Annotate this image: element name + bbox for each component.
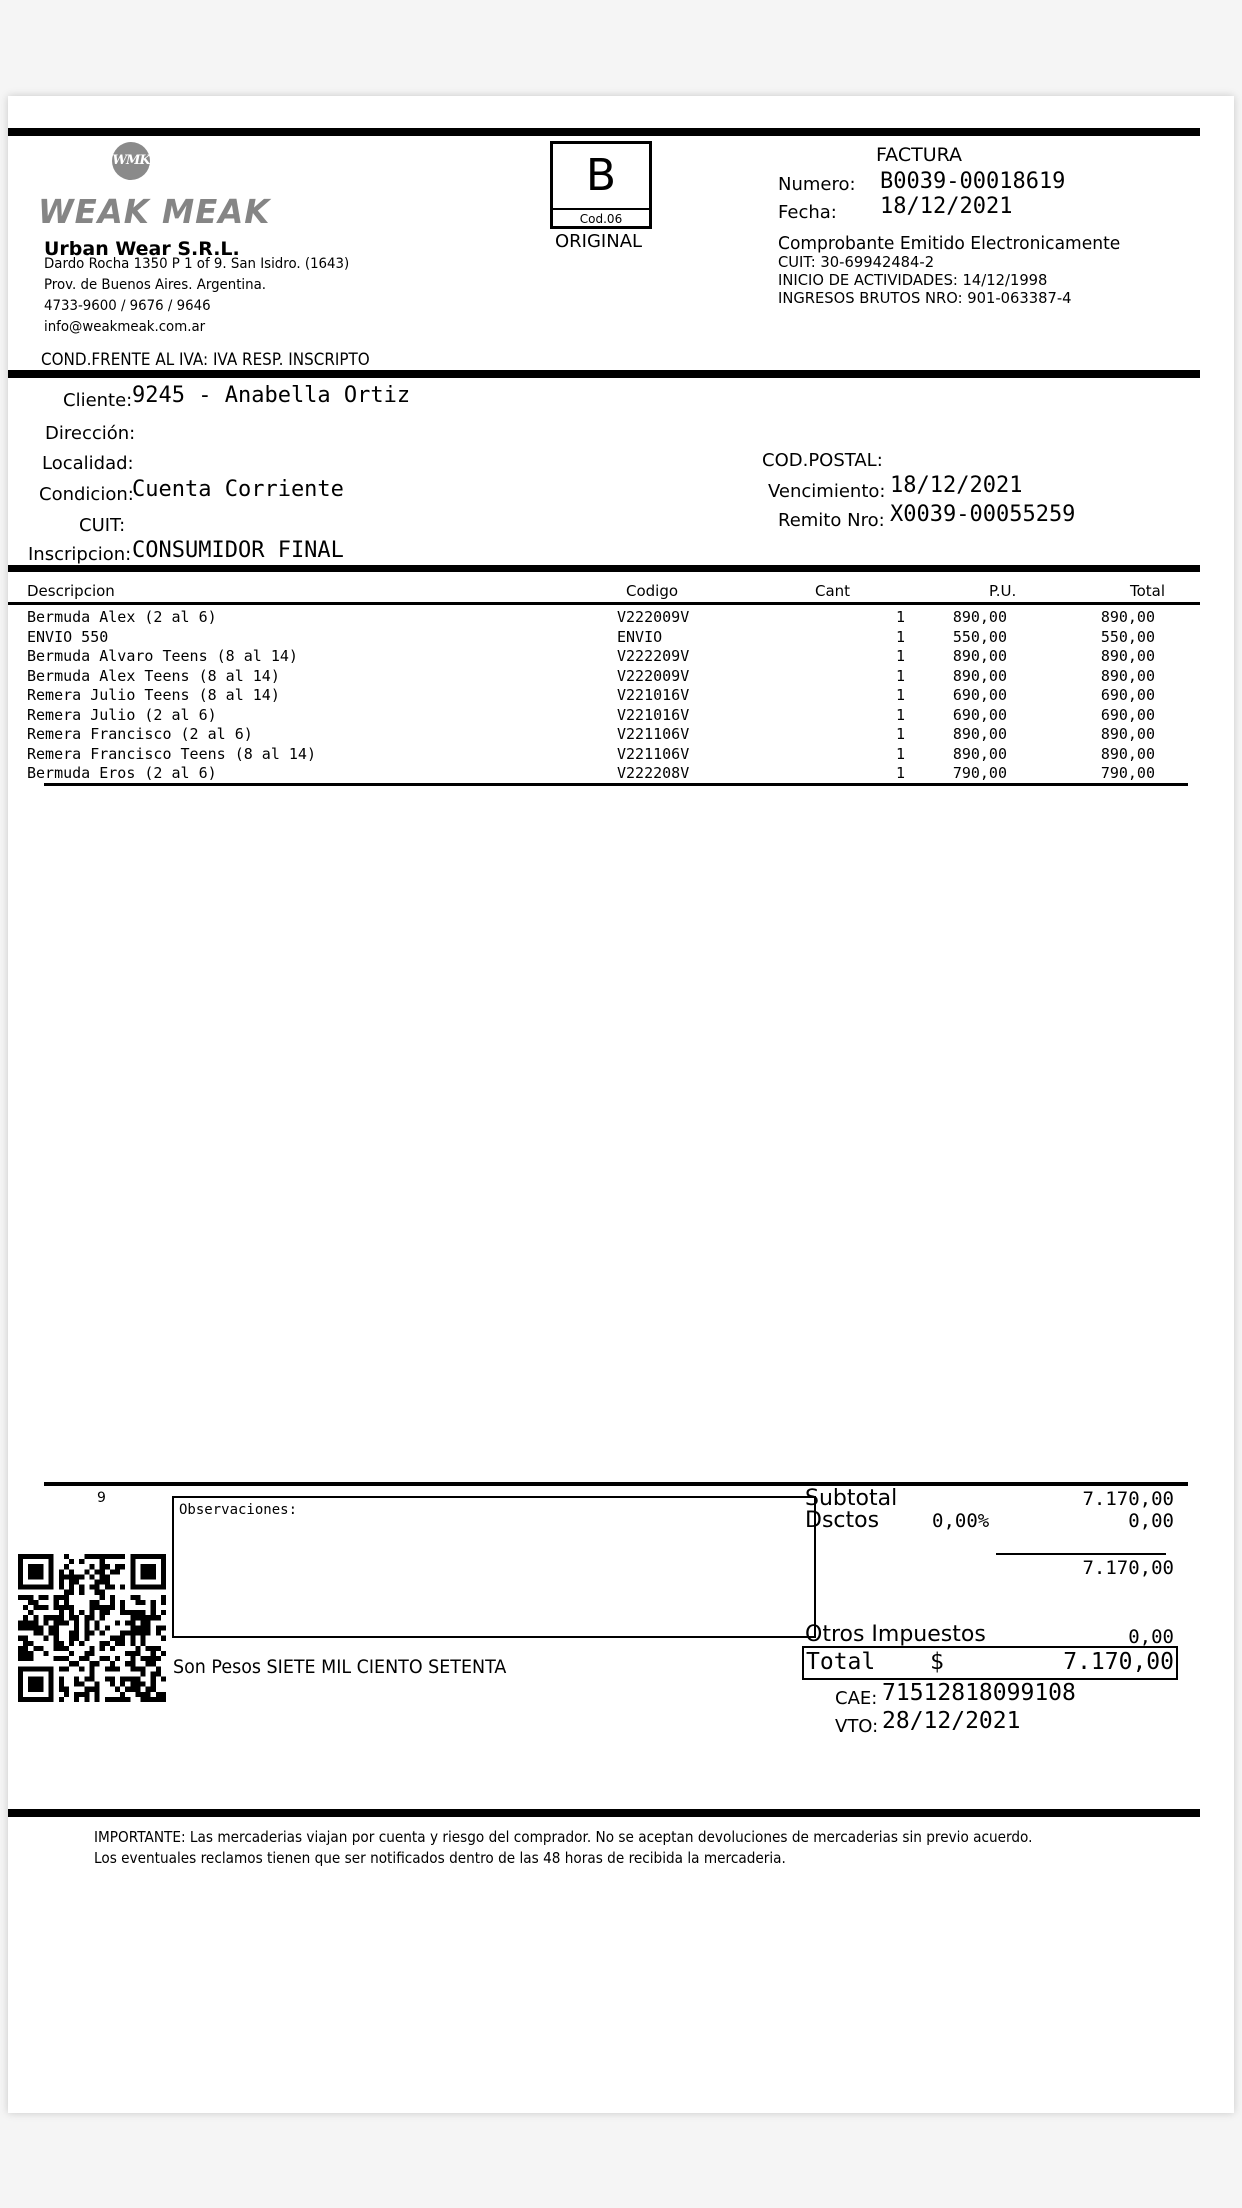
table-row (27, 686, 1187, 706)
item-description: ENVIO 550 (27, 627, 109, 646)
item-description: Remera Francisco (2 al 6) (27, 725, 253, 743)
client-label: Cliente: (63, 390, 133, 411)
item-description: Bermuda Alex Teens (8 al 14) (27, 666, 280, 685)
disclaimer-line2: Los eventuales reclamos tienen que ser notificados dentro de las 48 horas de recibida la mercaderia. (94, 1849, 786, 1867)
item-description: Remera Francisco Teens (8 al 14) (27, 744, 316, 763)
cae-expiry-date: 28/12/2021 (882, 1708, 1021, 1734)
item-quantity: 1 (895, 608, 905, 626)
item-total: 890,00 (1100, 725, 1155, 743)
inicio-actividades: INICIO DE ACTIVIDADES: 14/12/1998 (778, 271, 1048, 289)
item-description: Remera Julio Teens (8 al 14) (27, 686, 280, 704)
cae-label: CAE: (835, 1688, 878, 1709)
discount-percent: 0,00% (932, 1510, 990, 1532)
table-top-rule (8, 565, 1200, 572)
col-header-descripcion: Descripcion (27, 582, 115, 600)
item-total: 890,00 (1100, 744, 1155, 763)
company-legal-name: Urban Wear S.R.L. (44, 238, 240, 260)
inscription-label: Inscripcion: (28, 544, 132, 565)
invoice-date: 18/12/2021 (880, 194, 1013, 219)
discount-label: Dsctos (805, 1508, 880, 1533)
item-quantity: 1 (895, 647, 905, 665)
postal-code-label: COD.POSTAL: (762, 450, 883, 471)
address-label: Dirección: (45, 423, 136, 444)
item-unit-price: 690,00 (952, 705, 1007, 724)
subtotal-label: Subtotal (805, 1486, 898, 1511)
item-description: Bermuda Alvaro Teens (8 al 14) (27, 647, 298, 665)
item-description: Bermuda Eros (2 al 6) (27, 764, 217, 782)
net-value: 7.170,00 (1082, 1557, 1174, 1579)
item-unit-price: 890,00 (952, 647, 1007, 665)
amount-in-words: Son Pesos SIETE MIL CIENTO SETENTA (173, 1656, 507, 1678)
table-row (27, 706, 1187, 726)
col-header-codigo: Codigo (626, 582, 679, 600)
invoice-page (8, 96, 1234, 2113)
invoice-type-code: Cod.06 (579, 212, 623, 226)
due-date-label: Vencimiento: (768, 481, 886, 502)
qr-code-icon (18, 1554, 166, 1702)
issuer-cuit: CUIT: 30-69942484-2 (778, 253, 935, 271)
company-logo-icon: WMK (112, 142, 150, 180)
grand-total-label: Total (806, 1649, 876, 1675)
item-unit-price: 890,00 (952, 725, 1007, 743)
company-phones: 4733-9600 / 9676 / 9646 (44, 298, 211, 314)
item-description: Bermuda Alex (2 al 6) (27, 608, 217, 626)
subtotal-value: 7.170,00 (1082, 1488, 1174, 1510)
disclaimer-line1: IMPORTANTE: Las mercaderias viajan por cuenta y riesgo del comprador. No se aceptan devoluciones de mercaderias sin previo acuerdo. (94, 1828, 1033, 1846)
item-count: 9 (97, 1490, 106, 1506)
company-iva-condition: COND.FRENTE AL IVA: IVA RESP. INSCRIPTO (41, 350, 370, 369)
item-unit-price: 790,00 (952, 764, 1007, 782)
table-bottom-rule (44, 783, 1188, 786)
table-row (27, 745, 1187, 765)
disclaimer-top-rule (8, 1809, 1200, 1817)
invoice-copy-label: ORIGINAL (555, 231, 643, 252)
item-unit-price: 890,00 (952, 666, 1007, 685)
item-unit-price: 890,00 (952, 744, 1007, 763)
table-row (27, 764, 1187, 784)
item-code: V222009V (617, 608, 690, 626)
table-row (27, 667, 1187, 687)
item-code: V221106V (617, 725, 690, 743)
item-code: V222208V (617, 764, 690, 782)
remito-number: X0039-00055259 (890, 502, 1076, 527)
discount-value: 0,00 (1128, 1510, 1174, 1532)
client-name: 9245 - Anabella Ortiz (132, 383, 411, 408)
inscription-value: CONSUMIDOR FINAL (132, 538, 344, 563)
company-email: info@weakmeak.com.ar (44, 319, 206, 335)
items-table (27, 608, 1187, 784)
table-row (27, 725, 1187, 745)
invoice-number: B0039-00018619 (880, 169, 1066, 194)
col-header-total: Total (1130, 582, 1166, 600)
col-header-cant: Cant (815, 582, 851, 600)
invoice-number-label: Numero: (778, 174, 856, 195)
cae-expiry-label: VTO: (835, 1716, 879, 1737)
company-address-line1: Dardo Rocha 1350 P 1 of 9. San Isidro. (1643) (44, 256, 350, 272)
item-total: 790,00 (1100, 764, 1155, 782)
item-unit-price: 690,00 (952, 686, 1007, 704)
table-header-rule (8, 602, 1200, 605)
grand-total-box (802, 1646, 1178, 1680)
item-description: Remera Julio (2 al 6) (27, 705, 217, 724)
electronic-note: Comprobante Emitido Electronicamente (778, 233, 1121, 254)
ingresos-brutos: INGRESOS BRUTOS NRO: 901-063387-4 (778, 289, 1072, 307)
invoice-title: FACTURA (876, 144, 963, 166)
observations-label: Observaciones: (179, 1502, 298, 1518)
invoice-type-letter: B (585, 150, 617, 201)
item-quantity: 1 (895, 686, 905, 704)
table-row (27, 608, 1187, 628)
cae-number: 71512818099108 (882, 1680, 1076, 1706)
item-total: 690,00 (1100, 686, 1155, 704)
invoice-type-box (550, 141, 652, 229)
item-quantity: 1 (895, 764, 905, 782)
item-quantity: 1 (895, 725, 905, 743)
invoice-date-label: Fecha: (778, 202, 837, 223)
item-unit-price: 550,00 (952, 627, 1007, 646)
item-code: V221016V (617, 686, 690, 704)
header-top-rule (8, 128, 1200, 136)
currency-symbol: $ (930, 1649, 944, 1675)
item-code: V221106V (617, 744, 690, 763)
condition-label: Condicion: (39, 484, 134, 505)
table-row (27, 628, 1187, 648)
net-divider (996, 1553, 1166, 1555)
grand-total-value: 7.170,00 (1063, 1649, 1174, 1675)
header-bottom-rule (8, 370, 1200, 378)
table-row (27, 647, 1187, 667)
item-total: 890,00 (1100, 608, 1155, 626)
item-total: 890,00 (1100, 666, 1155, 685)
company-address-line2: Prov. de Buenos Aires. Argentina. (44, 277, 267, 293)
col-header-pu: P.U. (989, 582, 1017, 600)
other-taxes-value: 0,00 (1128, 1626, 1174, 1648)
item-quantity: 1 (895, 666, 905, 685)
condition-value: Cuenta Corriente (132, 477, 344, 502)
remito-label: Remito Nro: (778, 510, 885, 531)
observations-box (172, 1496, 816, 1638)
item-quantity: 1 (895, 705, 905, 724)
locality-label: Localidad: (42, 453, 134, 474)
item-code: V222209V (617, 647, 690, 665)
due-date: 18/12/2021 (890, 473, 1023, 498)
footer-top-rule (44, 1482, 1188, 1486)
item-total: 690,00 (1100, 705, 1155, 724)
item-total: 550,00 (1100, 627, 1155, 646)
other-taxes-label: Otros Impuestos (805, 1622, 986, 1647)
item-quantity: 1 (895, 627, 905, 646)
invoice-type-divider (553, 208, 649, 210)
item-total: 890,00 (1100, 647, 1155, 665)
client-cuit-label: CUIT: (79, 515, 126, 536)
item-code: V221016V (617, 705, 690, 724)
item-code: V222009V (617, 666, 690, 685)
item-unit-price: 890,00 (952, 608, 1007, 626)
company-logo-wordmark: WEAK MEAK (38, 192, 271, 231)
item-code: ENVIO (617, 627, 663, 646)
item-quantity: 1 (895, 744, 905, 763)
